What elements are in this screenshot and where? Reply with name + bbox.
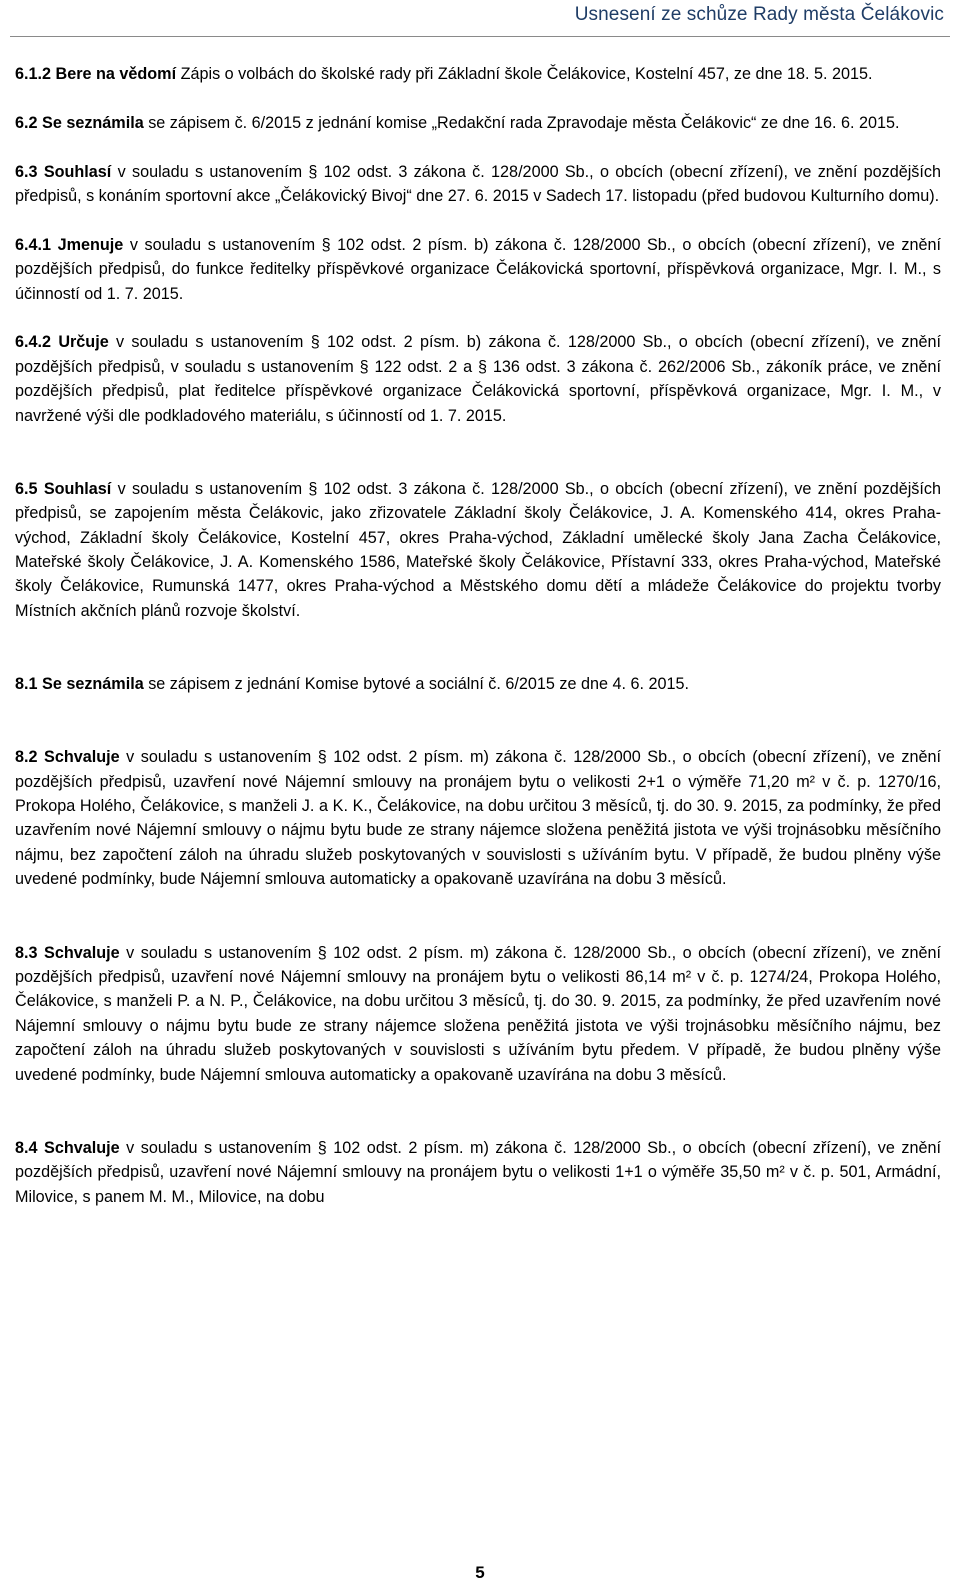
resolution-6-1-2 <box>15 62 941 86</box>
resolution-8-3 <box>15 941 941 1087</box>
resolution-number: 8.2 <box>15 748 38 767</box>
header-divider <box>10 36 950 37</box>
resolution-8-2 <box>15 745 941 891</box>
resolution-number: 6.1.2 <box>15 65 52 83</box>
resolution-number: 6.5 <box>15 479 38 498</box>
resolution-verb: Schvaluje <box>44 1138 120 1157</box>
resolutions-body <box>15 62 941 1209</box>
resolution-number: 8.1 <box>15 675 38 694</box>
resolution-text: v souladu s ustanovením § 102 odst. 2 písm. m) zákona č. 128/2000 Sb., o obcích (obecní zřízení), ve znění pozdějších předpisů, uzavření nové Nájemní smlouvy na pronájem bytu o velikosti 1+1 o výměře 35,50 m² v č. p. 501, Armádní, Milovice, s panem M. M., Milovice, na dobu <box>15 1138 941 1206</box>
page-number: 5 <box>475 1563 485 1582</box>
resolution-number: 8.4 <box>15 1138 38 1157</box>
resolution-verb: Souhlasí <box>43 162 112 181</box>
resolution-text: v souladu s ustanovením § 102 odst. 2 písm. m) zákona č. 128/2000 Sb., o obcích (obecní zřízení), ve znění pozdějších předpisů, uzavření nové Nájemní smlouvy na pronájem bytu o velikosti 86,14 m² v č. p. 1274/24, Prokopa Holého, Čelákovice, s manželi P. a N. P., Čelákovice, na dobu určitou 3 měsíců, tj. do 30. 9. 2015, za podmínky, že před uzavřením nové Nájemní smlouvy o nájmu bytu bude ze strany nájemce složena peněžitá jistota ve výši trojnásobku měsíčního nájmu, bez započtení záloh na úhradu služeb poskytovaných v souvislosti s užíváním bytu předem. V případě, že budou plněny výše uvedené podmínky, bude Nájemní smlouva automaticky a opakovaně uzavírána na dobu 3 měsíců. <box>15 943 941 1084</box>
resolution-number: 6.4.1 <box>15 235 52 254</box>
resolution-6-3 <box>15 160 941 209</box>
resolution-verb: Schvaluje <box>44 943 120 962</box>
resolution-text: v souladu s ustanovením § 102 odst. 2 písm. m) zákona č. 128/2000 Sb., o obcích (obecní zřízení), ve znění pozdějších předpisů, uzavření nové Nájemní smlouvy na pronájem bytu o velikosti 2+1 o výměře 71,20 m² v č. p. 1270/16, Prokopa Holého, Čelákovice, s manželi J. a K. K., Čelákovice, na dobu určitou 3 měsíců, tj. do 30. 9. 2015, za podmínky, že před uzavřením nové Nájemní smlouvy o nájmu bytu bude ze strany nájemce složena peněžitá jistota ve výši trojnásobku měsíčního nájmu, bez započtení záloh na úhradu služeb poskytovaných v souvislosti s užíváním bytu. V případě, že budou plněny výše uvedené podmínky, bude Nájemní smlouva automaticky a opakovaně uzavírána na dobu 3 měsíců. <box>15 748 941 889</box>
resolution-text: se zápisem č. 6/2015 z jednání komise „Redakční rada Zpravodaje města Čelákovic“ ze dne 16. 6. 2015. <box>143 113 900 132</box>
resolution-text: v souladu s ustanovením § 102 odst. 3 zákona č. 128/2000 Sb., o obcích (obecní zřízení), ve znění pozdějších předpisů, se zapojením města Čelákovic, jako zřizovatele Základní školy Čelákovice, J. A. Komenského 414, okres Praha-východ, Základní školy Čelákovice, Kostelní 457, okres Praha-východ, Základní umělecké školy Jana Zacha Čelákovice, Mateřské školy Čelákovice, J. A. Komenského 1586, Mateřské školy Čelákovice, Přístavní 333, okres Praha-východ, Mateřské školy Čelákovice, Rumunská 1477, okres Praha-východ a Městského domu dětí a mládeže Čelákovice do projektu tvorby Místních akčních plánů rozvoje školství. <box>15 479 941 620</box>
resolution-text: Zápis o volbách do školské rady při Základní škole Čelákovice, Kostelní 457, ze dne 18. 5. 2015. <box>176 65 873 83</box>
resolution-6-4-1 <box>15 233 941 306</box>
resolution-6-4-2 <box>15 330 941 428</box>
resolution-6-2 <box>15 111 941 135</box>
resolution-verb: Bere na vědomí <box>55 65 177 83</box>
resolution-verb: Se seznámila <box>42 675 144 694</box>
resolution-verb: Se seznámila <box>42 113 144 132</box>
resolution-verb: Schvaluje <box>44 748 120 767</box>
resolution-8-1 <box>15 672 941 696</box>
resolution-number: 6.3 <box>15 162 38 181</box>
resolution-number: 8.3 <box>15 943 38 962</box>
resolution-number: 6.2 <box>15 113 38 132</box>
resolution-text: v souladu s ustanovením § 102 odst. 2 písm. b) zákona č. 128/2000 Sb., o obcích (obecní zřízení), ve znění pozdějších předpisů, do funkce ředitelky příspěvkové organizace Čelákovická sportovní, příspěvková organizace, Mgr. I. M., s účinností od 1. 7. 2015. <box>15 235 941 303</box>
resolution-verb: Jmenuje <box>57 235 124 254</box>
resolution-8-4 <box>15 1136 941 1209</box>
resolution-6-5 <box>15 477 941 623</box>
resolution-text: v souladu s ustanovením § 102 odst. 2 písm. b) zákona č. 128/2000 Sb., o obcích (obecní zřízení), ve znění pozdějších předpisů, v souladu s ustanovením § 122 odst. 2 a § 136 odst. 3 zákona č. 262/2006 Sb., zákoník práce, ve znění pozdějších předpisů, plat ředitelce příspěvkové organizace Čelákovická sportovní, příspěvková organizace, Mgr. I. M., v navržené výši dle podkladového materiálu, s účinností od 1. 7. 2015. <box>15 333 941 425</box>
resolution-verb: Určuje <box>58 333 109 352</box>
resolution-text: se zápisem z jednání Komise bytové a sociální č. 6/2015 ze dne 4. 6. 2015. <box>143 675 690 694</box>
resolution-number: 6.4.2 <box>15 333 52 352</box>
resolution-verb: Souhlasí <box>43 479 112 498</box>
resolution-text: v souladu s ustanovením § 102 odst. 3 zákona č. 128/2000 Sb., o obcích (obecní zřízení), ve znění pozdějších předpisů, s konáním sportovní akce „Čelákovický Bivoj“ dne 27. 6. 2015 v Sadech 17. listopadu (před budovou Kulturního domu). <box>15 162 941 205</box>
document-header-title: Usnesení ze schůze Rady města Čelákovic <box>574 4 944 25</box>
